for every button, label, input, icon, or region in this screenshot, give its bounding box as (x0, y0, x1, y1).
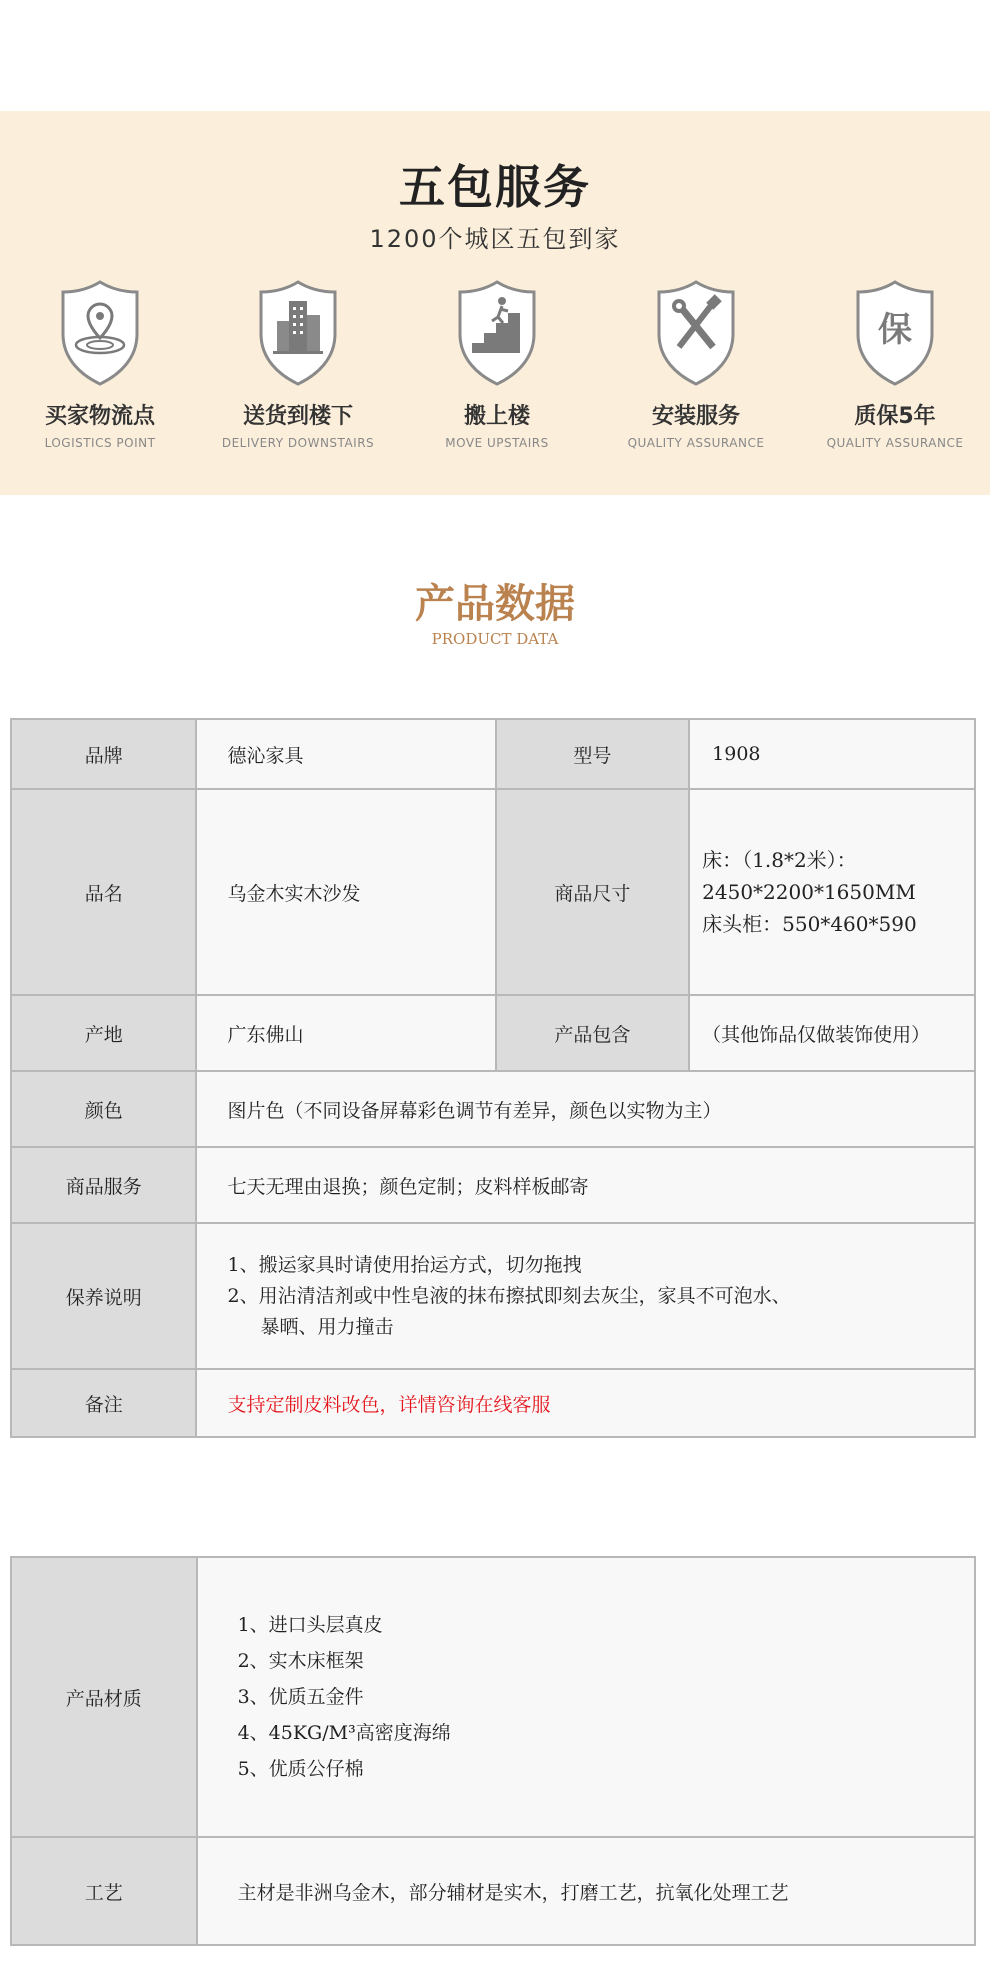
craft-label: 工艺 (11, 1837, 197, 1945)
brand-value: 德沁家具 (196, 719, 495, 789)
service-label-en: QUALITY ASSURANCE (826, 436, 964, 450)
model-label: 型号 (496, 719, 689, 789)
services-subtitle: 1200个城区五包到家 (369, 225, 621, 253)
service-label-en: LOGISTICS POINT (44, 436, 156, 450)
material-line: 5、优质公仔棉 (237, 1758, 364, 1780)
size-line: 床头柜：550*460*590 (702, 912, 917, 936)
model-value: 1908 (689, 719, 975, 789)
service-label: 商品服务 (11, 1147, 196, 1223)
material-value (197, 1557, 975, 1837)
includes-value: （其他饰品仅做装饰使用） (689, 995, 975, 1071)
craft-value: 主材是非洲乌金木，部分辅材是实木，打磨工艺，抗氧化处理工艺 (197, 1837, 975, 1945)
service-label-en: QUALITY ASSURANCE (627, 436, 765, 450)
table-row (11, 1837, 975, 1945)
color-value: 图片色（不同设备屏幕彩色调节有差异，颜色以实物为主） (196, 1071, 975, 1147)
material-line: 4、45KG/M³高密度海绵 (237, 1722, 451, 1744)
table-row (11, 719, 975, 789)
services-title: 五包服务 (399, 160, 591, 214)
table-row (11, 995, 975, 1071)
service-label-en: MOVE UPSTAIRS (445, 436, 549, 450)
product-data-title: 产品数据 (415, 580, 575, 627)
brand-label: 品牌 (11, 719, 196, 789)
note-value: 支持定制皮料改色，详情咨询在线客服 (196, 1369, 975, 1437)
care-value (196, 1223, 975, 1369)
size-line: 2450*2200*1650MM (702, 880, 916, 904)
table-row (11, 1147, 975, 1223)
building-icon (257, 279, 339, 387)
service-label: 送货到楼下 (242, 404, 353, 429)
service-item-install (596, 279, 796, 450)
service-label: 买家物流点 (44, 404, 155, 429)
care-line: 暴晒、用力撞击 (260, 1315, 394, 1338)
origin-value: 广东佛山 (196, 995, 495, 1071)
origin-label: 产地 (11, 995, 196, 1071)
stairs-walker-icon (456, 279, 538, 387)
service-item-upstairs (397, 279, 597, 450)
service-item-warranty (795, 279, 990, 450)
material-table (10, 1556, 976, 1946)
service-label-en: DELIVERY DOWNSTAIRS (221, 436, 375, 450)
product-spec-table (10, 718, 976, 1438)
size-line: 床：（1.8*2米）： (702, 848, 857, 872)
warranty-icon (854, 279, 936, 387)
warranty-icon-glyph: 保 (878, 310, 912, 350)
service-item-logistics (0, 279, 200, 450)
material-label: 产品材质 (11, 1557, 197, 1837)
five-services-banner (0, 111, 990, 495)
table-row (11, 1071, 975, 1147)
color-label: 颜色 (11, 1071, 196, 1147)
name-label: 品名 (11, 789, 196, 995)
care-line: 1、搬运家具时请使用抬运方式，切勿拖拽 (227, 1253, 582, 1276)
service-label: 安装服务 (651, 404, 740, 429)
note-label: 备注 (11, 1369, 196, 1437)
tools-icon (655, 279, 737, 387)
material-line: 1、进口头层真皮 (237, 1614, 383, 1636)
name-value: 乌金木实木沙发 (196, 789, 495, 995)
care-label: 保养说明 (11, 1223, 196, 1369)
service-value: 七天无理由退换；颜色定制；皮料样板邮寄 (196, 1147, 975, 1223)
services-list (0, 279, 990, 469)
location-pin-icon (59, 279, 141, 387)
material-line: 2、实木床框架 (237, 1650, 364, 1672)
service-item-delivery (198, 279, 398, 450)
table-row (11, 1369, 975, 1437)
size-label: 商品尺寸 (496, 789, 689, 995)
includes-label: 产品包含 (496, 995, 689, 1071)
product-data-subtitle: PRODUCT DATA (431, 630, 559, 648)
service-label: 质保5年 (854, 404, 936, 429)
care-line: 2、用沾清洁剂或中性皂液的抹布擦拭即刻去灰尘，家具不可泡水、 (227, 1284, 791, 1307)
service-label: 搬上楼 (463, 404, 530, 429)
table-row (11, 1223, 975, 1369)
material-line: 3、优质五金件 (237, 1686, 364, 1708)
size-value (689, 789, 975, 995)
table-row (11, 789, 975, 995)
table-row (11, 1557, 975, 1837)
